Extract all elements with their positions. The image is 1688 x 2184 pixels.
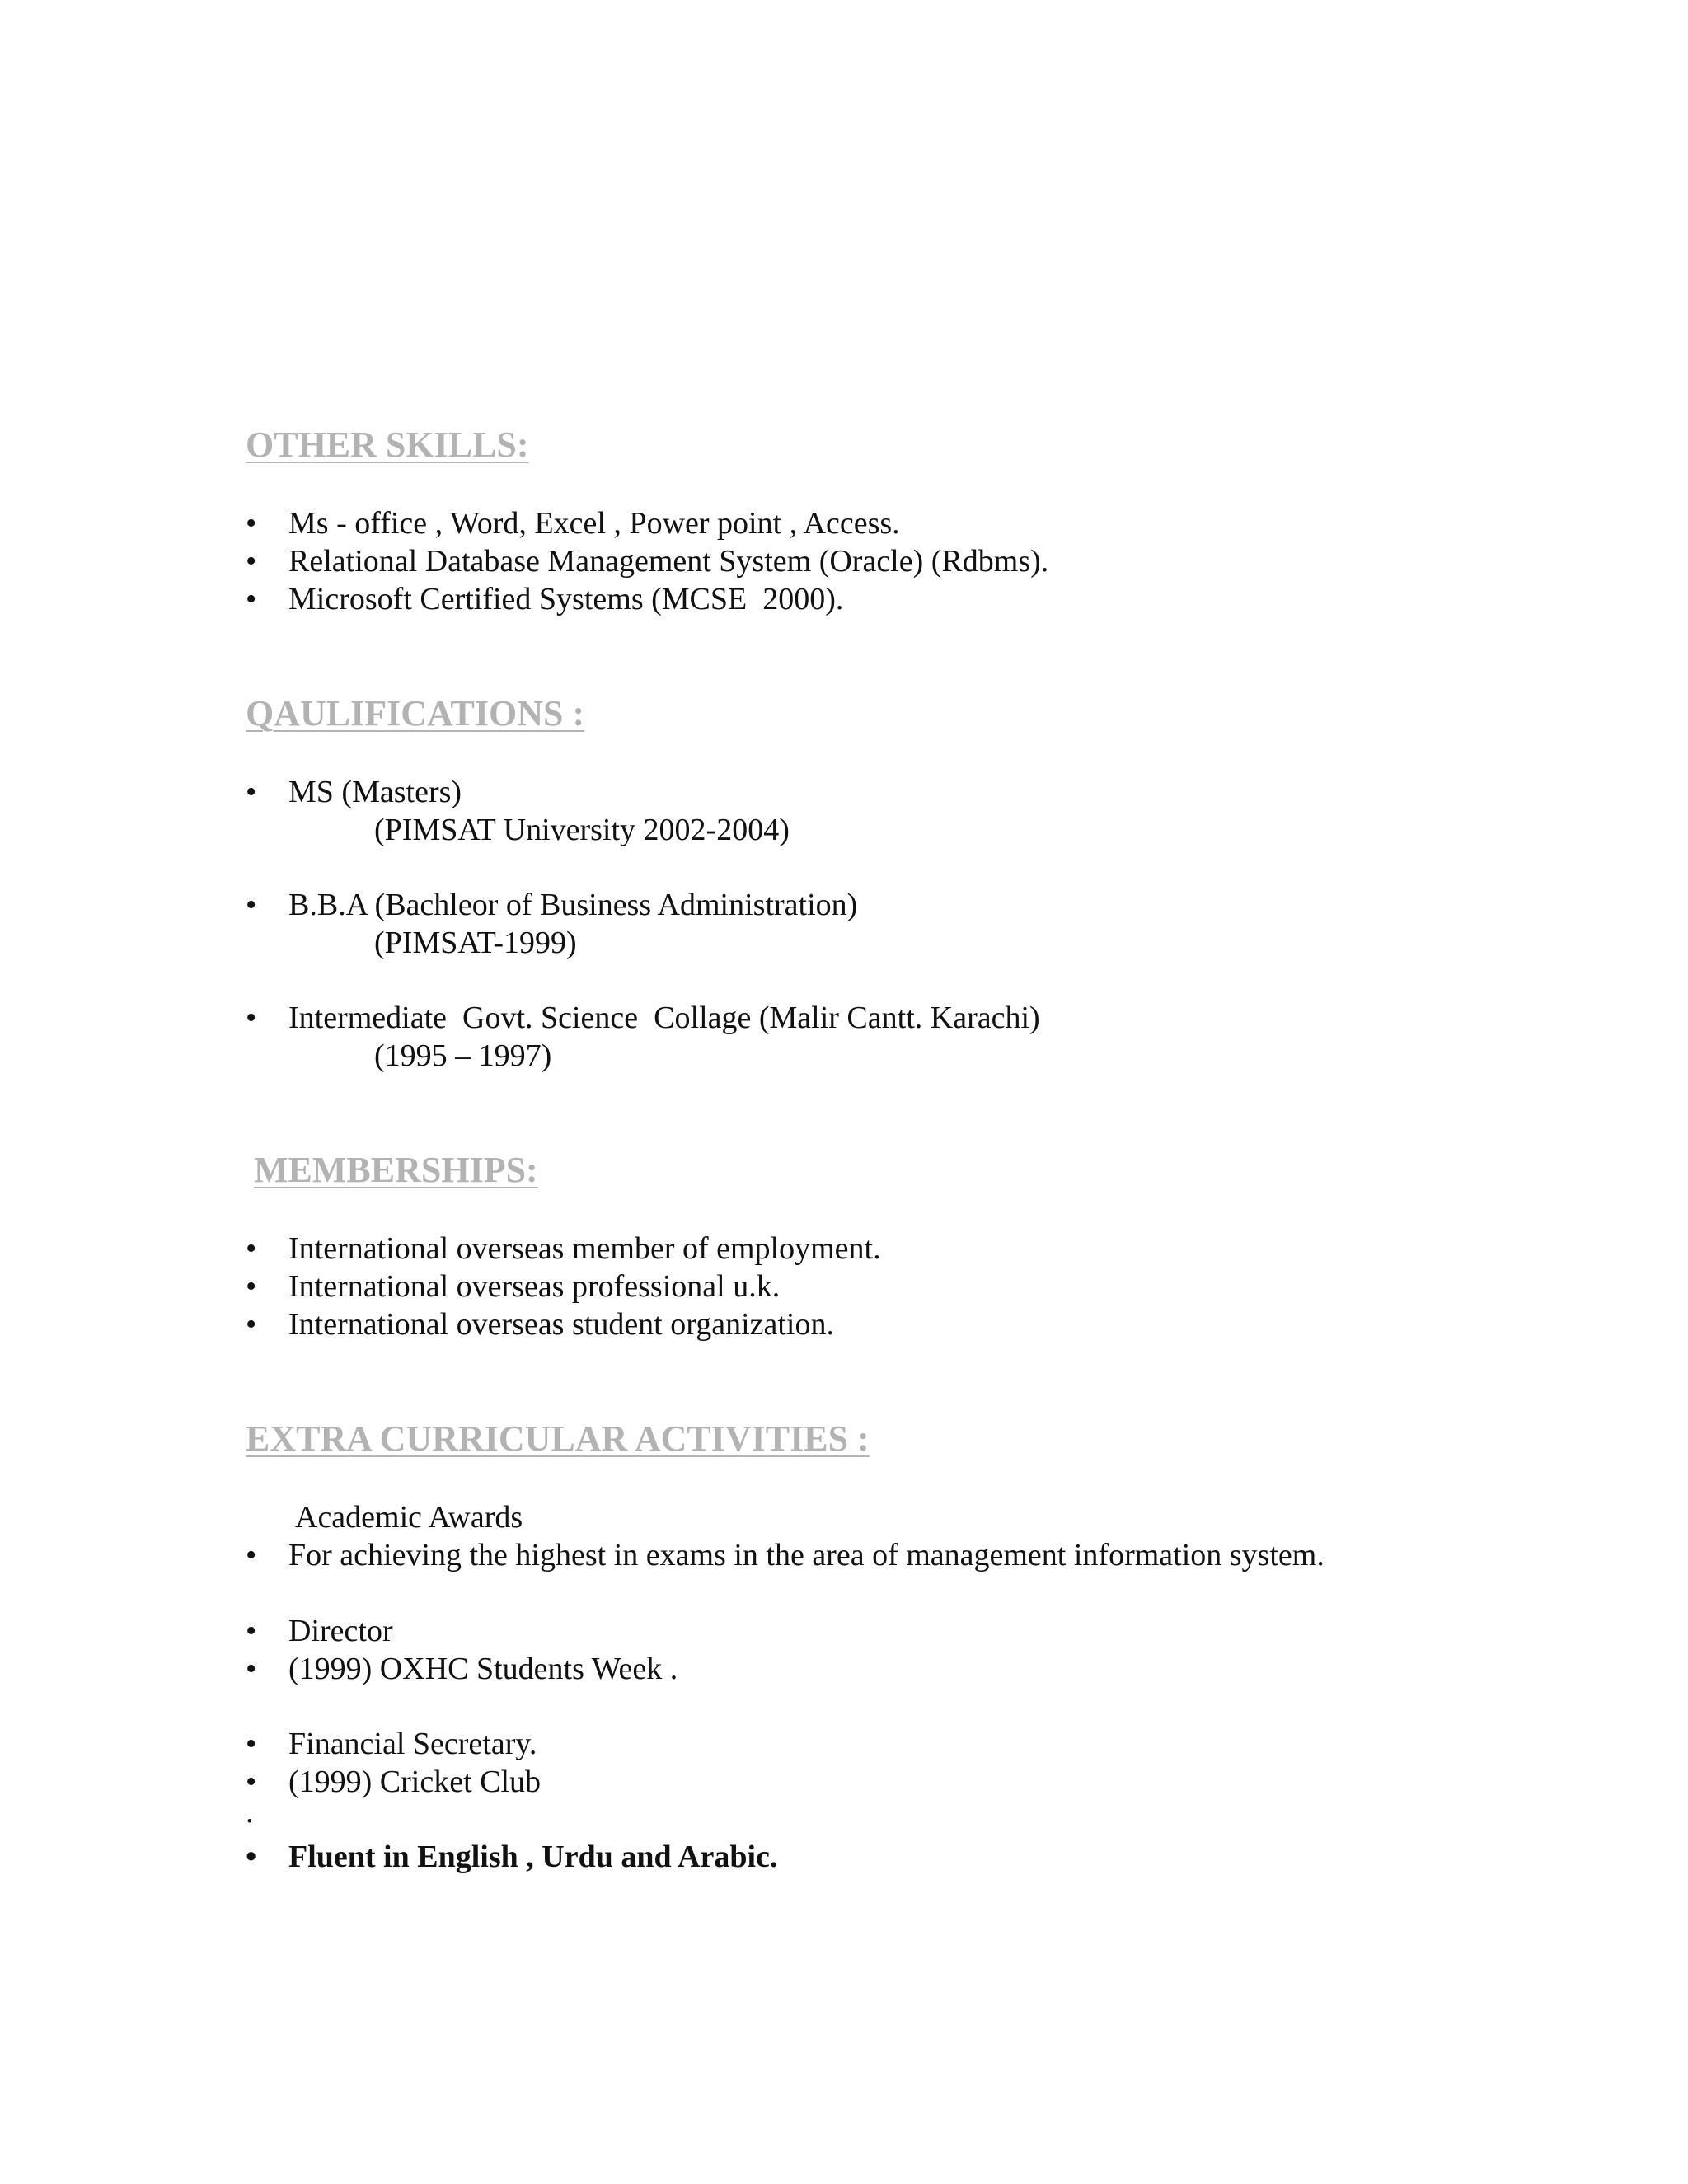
bullet-icon: • [246,1614,257,1648]
award-item: For achieving the highest in exams in the area of management information system. [288,1538,1325,1572]
stray-dot: . [246,1795,254,1830]
bullet-icon: • [246,1538,257,1572]
activity-item: Director [288,1614,393,1648]
activity-item: Financial Secretary. [288,1727,537,1761]
bullet-icon: • [246,582,257,616]
bullet-icon: • [246,1652,257,1686]
bullet-icon: • [246,1307,257,1342]
qualifications-heading: QAULIFICATIONS : [246,693,585,733]
qualification-title: MS (Masters) [288,775,462,809]
extra-curricular-heading: EXTRA CURRICULAR ACTIVITIES : [246,1418,870,1459]
bullet-icon: • [246,1727,257,1761]
membership-item: International overseas student organization. [288,1307,834,1342]
other-skills-heading: OTHER SKILLS: [246,424,529,465]
skill-item: Relational Database Management System (Oracle) (Rdbms). [288,544,1049,579]
membership-item: International overseas professional u.k. [288,1269,781,1304]
membership-item: International overseas member of employment. [288,1231,881,1266]
awards-label: Academic Awards [295,1500,523,1535]
bullet-icon: • [246,1765,257,1799]
skill-item: Microsoft Certified Systems (MCSE 2000). [288,582,844,616]
qualification-detail: (PIMSAT-1999) [374,926,577,960]
activity-item: (1999) OXHC Students Week . [288,1652,678,1686]
activity-item: (1999) Cricket Club [288,1765,542,1799]
memberships-heading: MEMBERSHIPS: [254,1150,538,1190]
bullet-icon: • [246,888,257,922]
bullet-icon: • [246,506,257,541]
qualification-detail: (PIMSAT University 2002-2004) [374,813,790,847]
bullet-icon: • [246,1840,257,1874]
skill-item: Ms - office , Word, Excel , Power point , Access. [288,506,900,541]
qualification-detail: (1995 – 1997) [374,1038,552,1073]
bullet-icon: • [246,775,257,809]
bullet-icon: • [246,1231,257,1266]
bullet-icon: • [246,1269,257,1304]
languages-item: Fluent in English , Urdu and Arabic. [288,1840,778,1874]
qualification-title: B.B.A (Bachleor of Business Administration) [288,888,858,922]
bullet-icon: • [246,1001,257,1035]
qualification-title: Intermediate Govt. Science Collage (Malir Cantt. Karachi) [288,1001,1040,1035]
bullet-icon: • [246,544,257,579]
